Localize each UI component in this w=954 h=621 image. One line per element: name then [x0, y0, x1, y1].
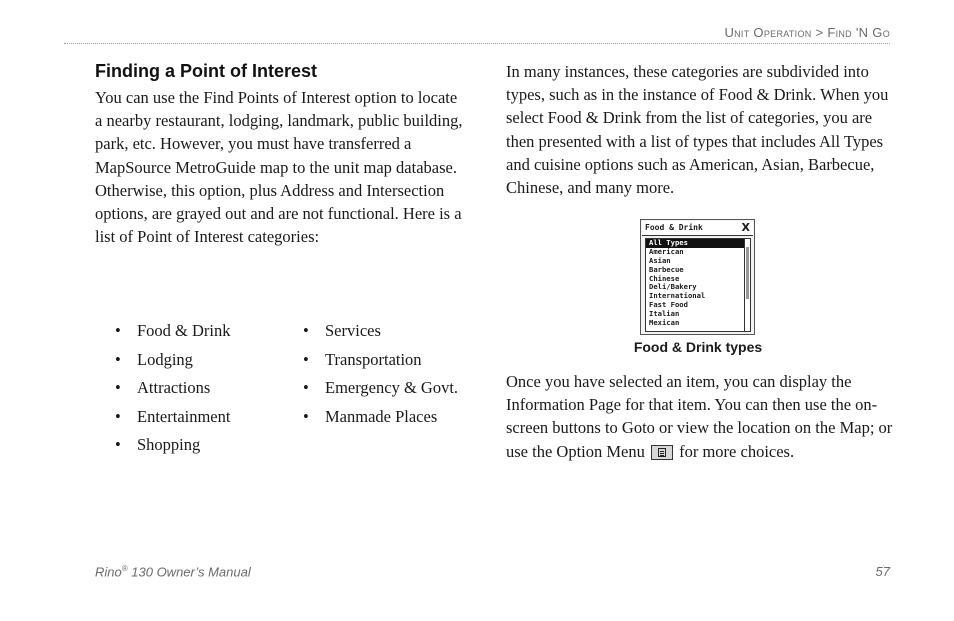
bullet-icon: •	[115, 435, 121, 455]
option-menu-icon	[651, 445, 673, 460]
list-item: • Attractions	[115, 374, 231, 403]
left-column	[95, 60, 467, 455]
list-item: • Shopping	[115, 431, 231, 460]
registered-mark: ®	[121, 564, 128, 573]
subcategory-paragraph: In many instances, these categories are subdivided into types, such as in the instance of Food & Drink. When you select Food & Drink from the list of categories, you are then presented with a list of types that includes All Types and cuisine options such as American, Asian, Barbecue, Chinese, and many more.	[506, 62, 889, 198]
screen-title: Food & Drink	[645, 223, 703, 232]
list-item: • Emergency & Govt.	[303, 374, 458, 403]
info-text-before-icon: Once you have selected an item, you can display the Information Page for that item. You can then use the on-screen buttons to Goto or view the location on the Map; or use the Option Menu	[506, 372, 893, 461]
figure-caption: Food & Drink types	[633, 339, 763, 355]
list-item: • Transportation	[303, 346, 458, 375]
list-item: • Food & Drink	[115, 317, 231, 346]
info-page-paragraph	[506, 370, 894, 463]
type-list	[645, 238, 745, 332]
bullet-icon: •	[115, 378, 121, 398]
header-section: Unit Operation	[724, 25, 812, 40]
list-item: Italian	[649, 310, 680, 319]
list-item: • Manmade Places	[303, 403, 458, 432]
header-subsection: Find 'N Go	[827, 25, 890, 40]
list-item: Mexican	[649, 319, 680, 328]
category-column-2	[303, 317, 458, 431]
right-column	[506, 60, 894, 199]
list-item: Barbecue	[649, 265, 684, 274]
scrollbar-thumb	[746, 247, 749, 299]
bullet-icon: •	[303, 378, 309, 398]
list-item: Deli/Bakery	[649, 283, 697, 292]
bullet-icon: •	[115, 406, 121, 426]
bullet-icon: •	[303, 406, 309, 426]
device-screenshot	[640, 219, 755, 335]
list-item: Fast Food	[649, 301, 688, 310]
category-column-1	[115, 317, 231, 460]
page-number: 57	[875, 564, 890, 579]
list-item: International	[649, 292, 706, 301]
bullet-icon: •	[303, 349, 309, 369]
header-divider	[64, 43, 890, 44]
list-item: • Entertainment	[115, 403, 231, 432]
bullet-icon: •	[303, 321, 309, 340]
intro-paragraph: You can use the Find Points of Interest option to locate a nearby restaurant, lodging, landmark, public building, park, etc. However, you must have transferred a MapSource MetroGuide map to the unit map database. Otherwise, this option, plus Address and Intersection options, are grayed out and are not functional. Here is a list of Point of Interest categories:	[95, 88, 463, 247]
section-heading: Finding a Point of Interest	[95, 61, 317, 81]
bullet-icon: •	[115, 349, 121, 369]
list-item: Asian	[649, 256, 671, 265]
list-item: • Lodging	[115, 346, 231, 375]
bullet-icon: •	[115, 321, 121, 340]
header-separator: >	[815, 25, 824, 40]
footer-manual-title	[95, 564, 251, 579]
running-header	[724, 25, 890, 40]
close-icon: X	[741, 221, 750, 234]
list-item: American	[649, 247, 684, 256]
info-text-after-icon: for more choices.	[679, 441, 795, 461]
scrollbar	[744, 238, 751, 332]
screen-titlebar	[642, 221, 753, 236]
list-item: Chinese	[649, 274, 680, 283]
list-item: • Services	[303, 317, 458, 346]
footer-product: Rino	[95, 564, 122, 580]
footer-manual: 130 Owner’s Manual	[127, 564, 251, 580]
list-item: All Types	[646, 239, 744, 248]
